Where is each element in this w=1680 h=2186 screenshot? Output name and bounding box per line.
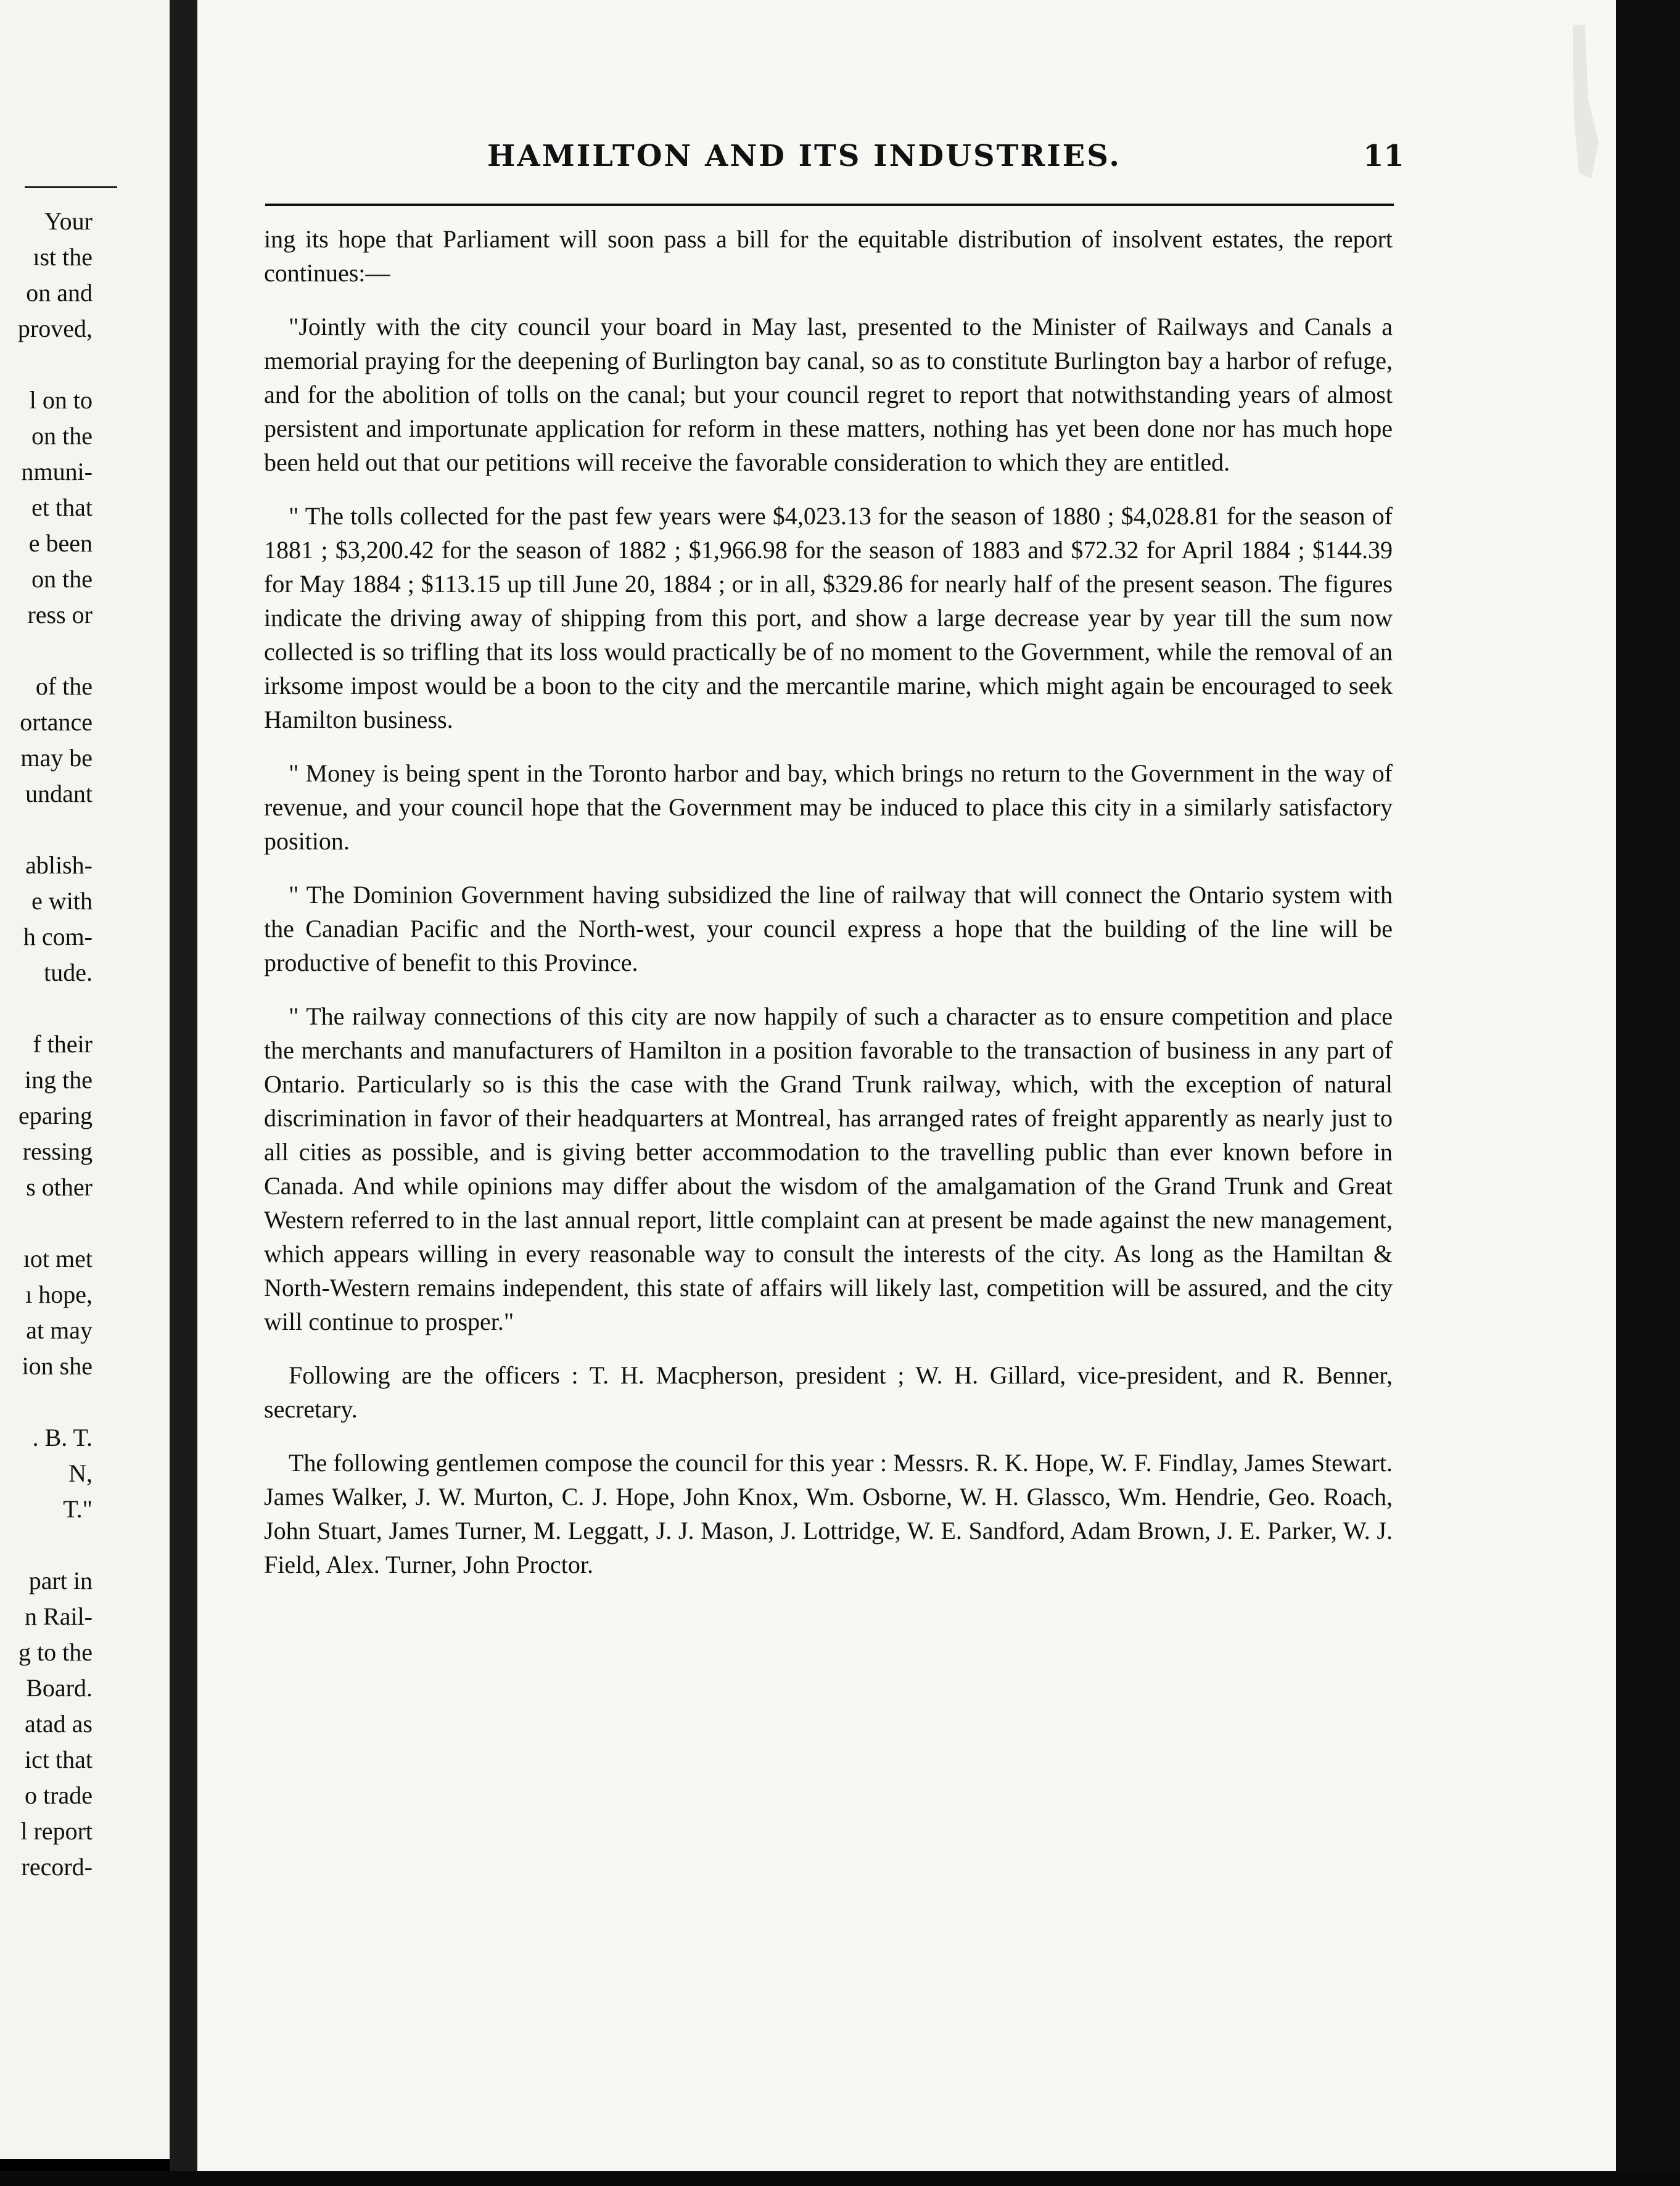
left-facing-page — [0, 0, 170, 2159]
left-line: ict that — [25, 1746, 93, 1773]
left-line: of the — [35, 672, 93, 700]
left-line: on and — [26, 279, 93, 307]
left-line: s other — [26, 1173, 93, 1201]
left-line: . B. T. — [32, 1424, 93, 1451]
left-line: ıot met — [23, 1245, 93, 1272]
left-line: n Rail- — [25, 1602, 93, 1630]
left-line: on the — [31, 422, 93, 450]
paragraph: "Jointly with the city council your board in May last, presented to the Minister of Railways and Canals a memorial praying for the deepening of Burlington bay canal, so as to constitute Burlington bay a harbor of refuge, and for the abolition of tolls on the canal; but your council regret to report that notwithstanding years of almost persistent and importunate application for reform in these matters, nothing has yet been done nor has much hope been held out that our petitions will receive the favorable consideration to which they are entitled. — [264, 313, 1393, 476]
running-header: HAMILTON AND ITS INDUSTRIES. — [487, 139, 1121, 173]
left-line: part in — [28, 1567, 93, 1594]
left-line: atad as — [25, 1710, 93, 1738]
left-line: o trade — [25, 1781, 93, 1809]
body-text — [264, 222, 1393, 1582]
left-line: ing the — [25, 1066, 93, 1094]
left-line: N, — [68, 1459, 93, 1487]
book-gutter — [170, 0, 197, 2186]
left-line: ion she — [22, 1352, 93, 1380]
scan-edge — [1616, 0, 1680, 2186]
left-line: h com- — [23, 923, 93, 951]
left-line: et that — [31, 493, 93, 521]
left-line — [0, 1384, 93, 1420]
left-page-rule — [25, 186, 117, 188]
left-line: ress or — [27, 601, 93, 629]
left-line: T." — [63, 1495, 93, 1523]
left-line: ıst the — [33, 243, 93, 271]
paragraph: The following gentlemen compose the council for this year : Messrs. R. K. Hope, W. F. Findlay, James Stewart. James Walker, J. W. Murton, C. J. Hope, John Knox, Wm. Osborne, W. H. Glassco, Wm. Hendrie, Geo. Roach, John Stuart, James Turner, M. Leggatt, J. J. Mason, J. Lottridge, W. E. Sandford, Adam Brown, J. E. Parker, W. J. Field, Alex. Turner, John Proctor. — [264, 1449, 1393, 1578]
left-page-text — [0, 204, 93, 1885]
left-line — [0, 633, 93, 669]
left-line: may be — [20, 744, 93, 772]
page-number: 11 — [1363, 139, 1404, 173]
paragraph: " Money is being spent in the Toronto harbor and bay, which brings no return to the Government in the way of revenue, and your council hope that the Government may be induced to place this city in a similarly satisfactory position. — [264, 759, 1393, 855]
left-line: g to the — [19, 1638, 93, 1666]
left-line: ı hope, — [25, 1281, 93, 1308]
left-line — [0, 1205, 93, 1241]
left-line: e with — [31, 887, 93, 915]
left-line: nmuni- — [21, 458, 93, 485]
left-line: l on to — [29, 386, 93, 414]
paper-tab-image — [1560, 25, 1604, 185]
left-line: ablish- — [25, 851, 93, 879]
left-line — [0, 812, 93, 848]
scan-bottom-edge — [0, 2171, 1680, 2186]
left-line: Your — [44, 207, 93, 235]
left-line: l report — [20, 1817, 93, 1845]
left-line — [0, 1527, 93, 1563]
paragraph: ing its hope that Parliament will soon pass a bill for the equitable distribution of insolvent estates, the report continues:— — [264, 225, 1393, 287]
left-line: at may — [26, 1316, 93, 1344]
paragraph: " The Dominion Government having subsidized the line of railway that will connect the Ontario system with the Canadian Pacific and the North-west, your council express a hope that the building of the line will be productive of benefit to this Province. — [264, 881, 1393, 976]
left-line: proved, — [17, 315, 93, 342]
left-line: eparing — [19, 1102, 93, 1129]
left-line: f their — [33, 1030, 93, 1058]
left-line: on the — [31, 565, 93, 593]
left-line: ressing — [22, 1137, 93, 1165]
left-line: undant — [25, 780, 93, 807]
left-line: tude. — [44, 959, 93, 986]
paragraph: " The tolls collected for the past few years were $4,023.13 for the season of 1880 ; $4,028.81 for the season of 1881 ; $3,200.42 for the season of 1882 ; $1,966.98 for the season of 1883 and $72.32 for April 1884 ; $144.39 for May 1884 ; $113.15 up till June 20, 1884 ; or in all, $329.86 for nearly half of the present season. The figures indicate the driving away of shipping from this port, and show a large decrease year by year till the sum now collected is so trifling that its loss would practically be of no moment to the Government, while the removal of an irksome impost would be a boon to the city and the mercantile marine, which might again be encouraged to seek Hamilton business. — [264, 502, 1393, 733]
left-line: ortance — [20, 708, 93, 736]
paragraph: Following are the officers : T. H. Macpherson, president ; W. H. Gillard, vice-president, and R. Benner, secretary. — [264, 1361, 1393, 1423]
left-line — [0, 347, 93, 382]
left-line: record- — [21, 1853, 93, 1881]
header-rule — [265, 204, 1394, 206]
paragraph: " The railway connections of this city are now happily of such a character as to ensure competition and place the merchants and manufacturers of Hamilton in a position favorable to the transaction of business in any part of Ontario. Particularly so is this the case with the Grand Trunk railway, which, with the exception of natural discrimination in favor of their headquarters at Montreal, has arranged rates of freight apparently as nearly just to all cities as possible, and is giving better accommodation to the travelling public than ever known before in Canada. And while opinions may differ about the wisdom of the amalgamation of the Grand Trunk and Great Western referred to in the last annual report, little complaint can at present be made against the new management, which appears willing in every reasonable way to consult the interests of the city. As long as the Hamiltan & North-Western remains independent, this state of affairs will likely last, competition will be assured, and the city will continue to prosper." — [264, 1002, 1393, 1335]
left-line: e been — [28, 529, 93, 557]
left-line: Board. — [26, 1674, 93, 1702]
left-line — [0, 991, 93, 1026]
